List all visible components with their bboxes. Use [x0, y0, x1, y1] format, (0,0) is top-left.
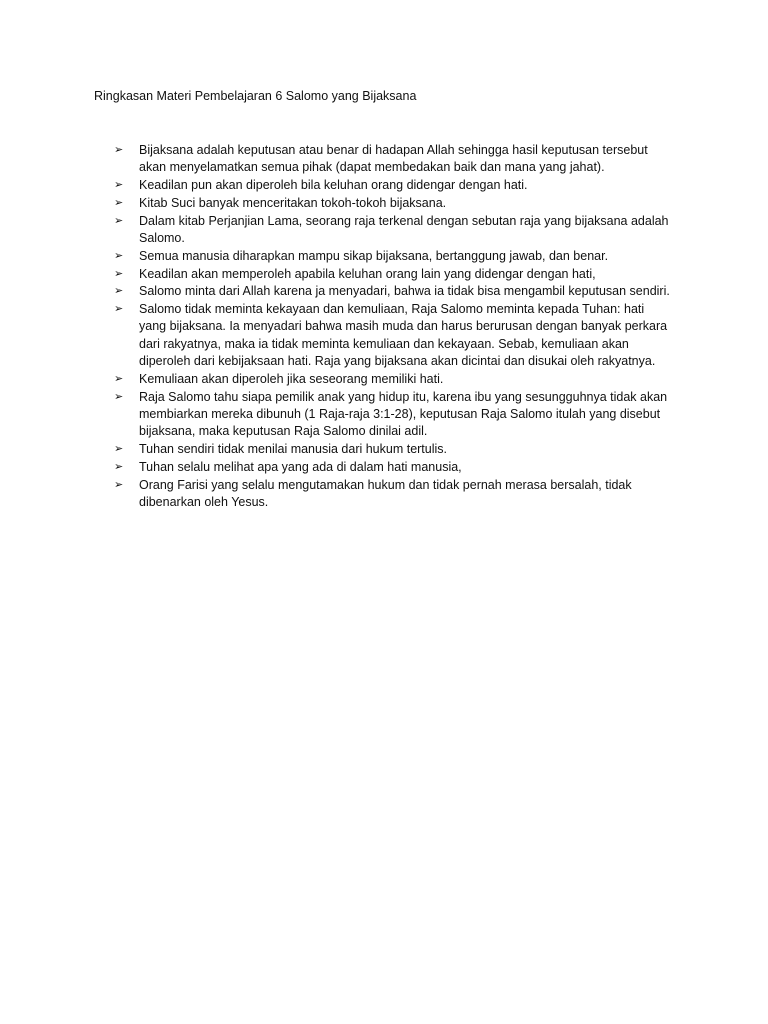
arrowhead-bullet-icon: ➢ — [114, 303, 124, 316]
arrowhead-bullet-icon: ➢ — [114, 267, 124, 280]
arrowhead-bullet-icon: ➢ — [114, 249, 124, 262]
list-item — [114, 142, 674, 177]
arrowhead-bullet-icon: ➢ — [114, 460, 124, 473]
list-item-text: Keadilan akan memperoleh apabila keluhan orang lain yang didengar dengan hati, — [139, 266, 596, 281]
list-item — [114, 213, 674, 248]
list-item — [114, 283, 674, 300]
arrowhead-bullet-icon: ➢ — [114, 478, 124, 491]
list-item-text: Raja Salomo tahu siapa pemilik anak yang hidup itu, karena ibu yang sesungguhnya tidak akan membiarkan mereka dibunuh (1 Raja-raja 3:1-28), keputusan Raja Salomo itulah yang disebut bijaksana, maka keputusan Raja Salomo dinilai adil. — [139, 389, 668, 439]
list-item-text: Keadilan pun akan diperoleh bila keluhan orang didengar dengan hati. — [139, 178, 528, 193]
arrowhead-bullet-icon: ➢ — [114, 196, 124, 209]
list-item — [114, 177, 674, 194]
list-item-text: Semua manusia diharapkan mampu sikap bijaksana, bertanggung jawab, dan benar. — [139, 248, 609, 263]
arrowhead-bullet-icon: ➢ — [114, 443, 124, 456]
list-item-text: Bijaksana adalah keputusan atau benar di hadapan Allah sehingga hasil keputusan tersebut akan menyelamatkan semua pihak (dapat membedakan baik dan mana yang jahat). — [139, 143, 648, 175]
list-item-text: Orang Farisi yang selalu mengutamakan hukum dan tidak pernah merasa bersalah, tidak dibenarkan oleh Yesus. — [139, 477, 632, 509]
arrowhead-bullet-icon: ➢ — [114, 179, 124, 192]
document-title: Ringkasan Materi Pembelajaran 6 Salomo yang Bijaksana — [94, 89, 417, 103]
list-item-text: Kitab Suci banyak menceritakan tokoh-tokoh bijaksana. — [139, 195, 447, 210]
list-item — [114, 301, 674, 370]
list-item — [114, 477, 674, 512]
list-item-text: Salomo minta dari Allah karena ja menyadari, bahwa ia tidak bisa mengambil keputusan sendiri. — [139, 284, 670, 299]
list-item — [114, 248, 674, 265]
summary-bullet-list — [114, 142, 674, 512]
arrowhead-bullet-icon: ➢ — [114, 144, 124, 156]
list-item — [114, 459, 674, 476]
list-item — [114, 371, 674, 388]
arrowhead-bullet-icon: ➢ — [114, 390, 124, 403]
list-item — [114, 441, 674, 458]
list-item — [114, 389, 674, 441]
list-item-text: Tuhan sendiri tidak menilai manusia dari hukum tertulis. — [139, 442, 448, 457]
list-item-text: Dalam kitab Perjanjian Lama, seorang raja terkenal dengan sebutan raja yang bijaksana adalah Salomo. — [139, 213, 669, 245]
list-item-text: Kemuliaan akan diperoleh jika seseorang memiliki hati. — [139, 371, 444, 386]
list-item-text: Tuhan selalu melihat apa yang ada di dalam hati manusia, — [139, 459, 462, 474]
arrowhead-bullet-icon: ➢ — [114, 372, 124, 385]
list-item-text: Salomo tidak meminta kekayaan dan kemuliaan, Raja Salomo meminta kepada Tuhan: hati yang bijaksana. Ia menyadari bahwa masih muda dan harus berurusan dengan banyak perkara dari rakyatnya, maka ia tidak meminta kemuliaan dan kekayaan. Sebab, kemuliaan akan diperoleh dari kebijaksaan hati. Raja yang bijaksana akan dicintai dan disukai oleh rakyatnya. — [139, 302, 668, 369]
list-item — [114, 195, 674, 212]
arrowhead-bullet-icon: ➢ — [114, 214, 124, 227]
arrowhead-bullet-icon: ➢ — [114, 285, 124, 298]
list-item — [114, 266, 674, 283]
